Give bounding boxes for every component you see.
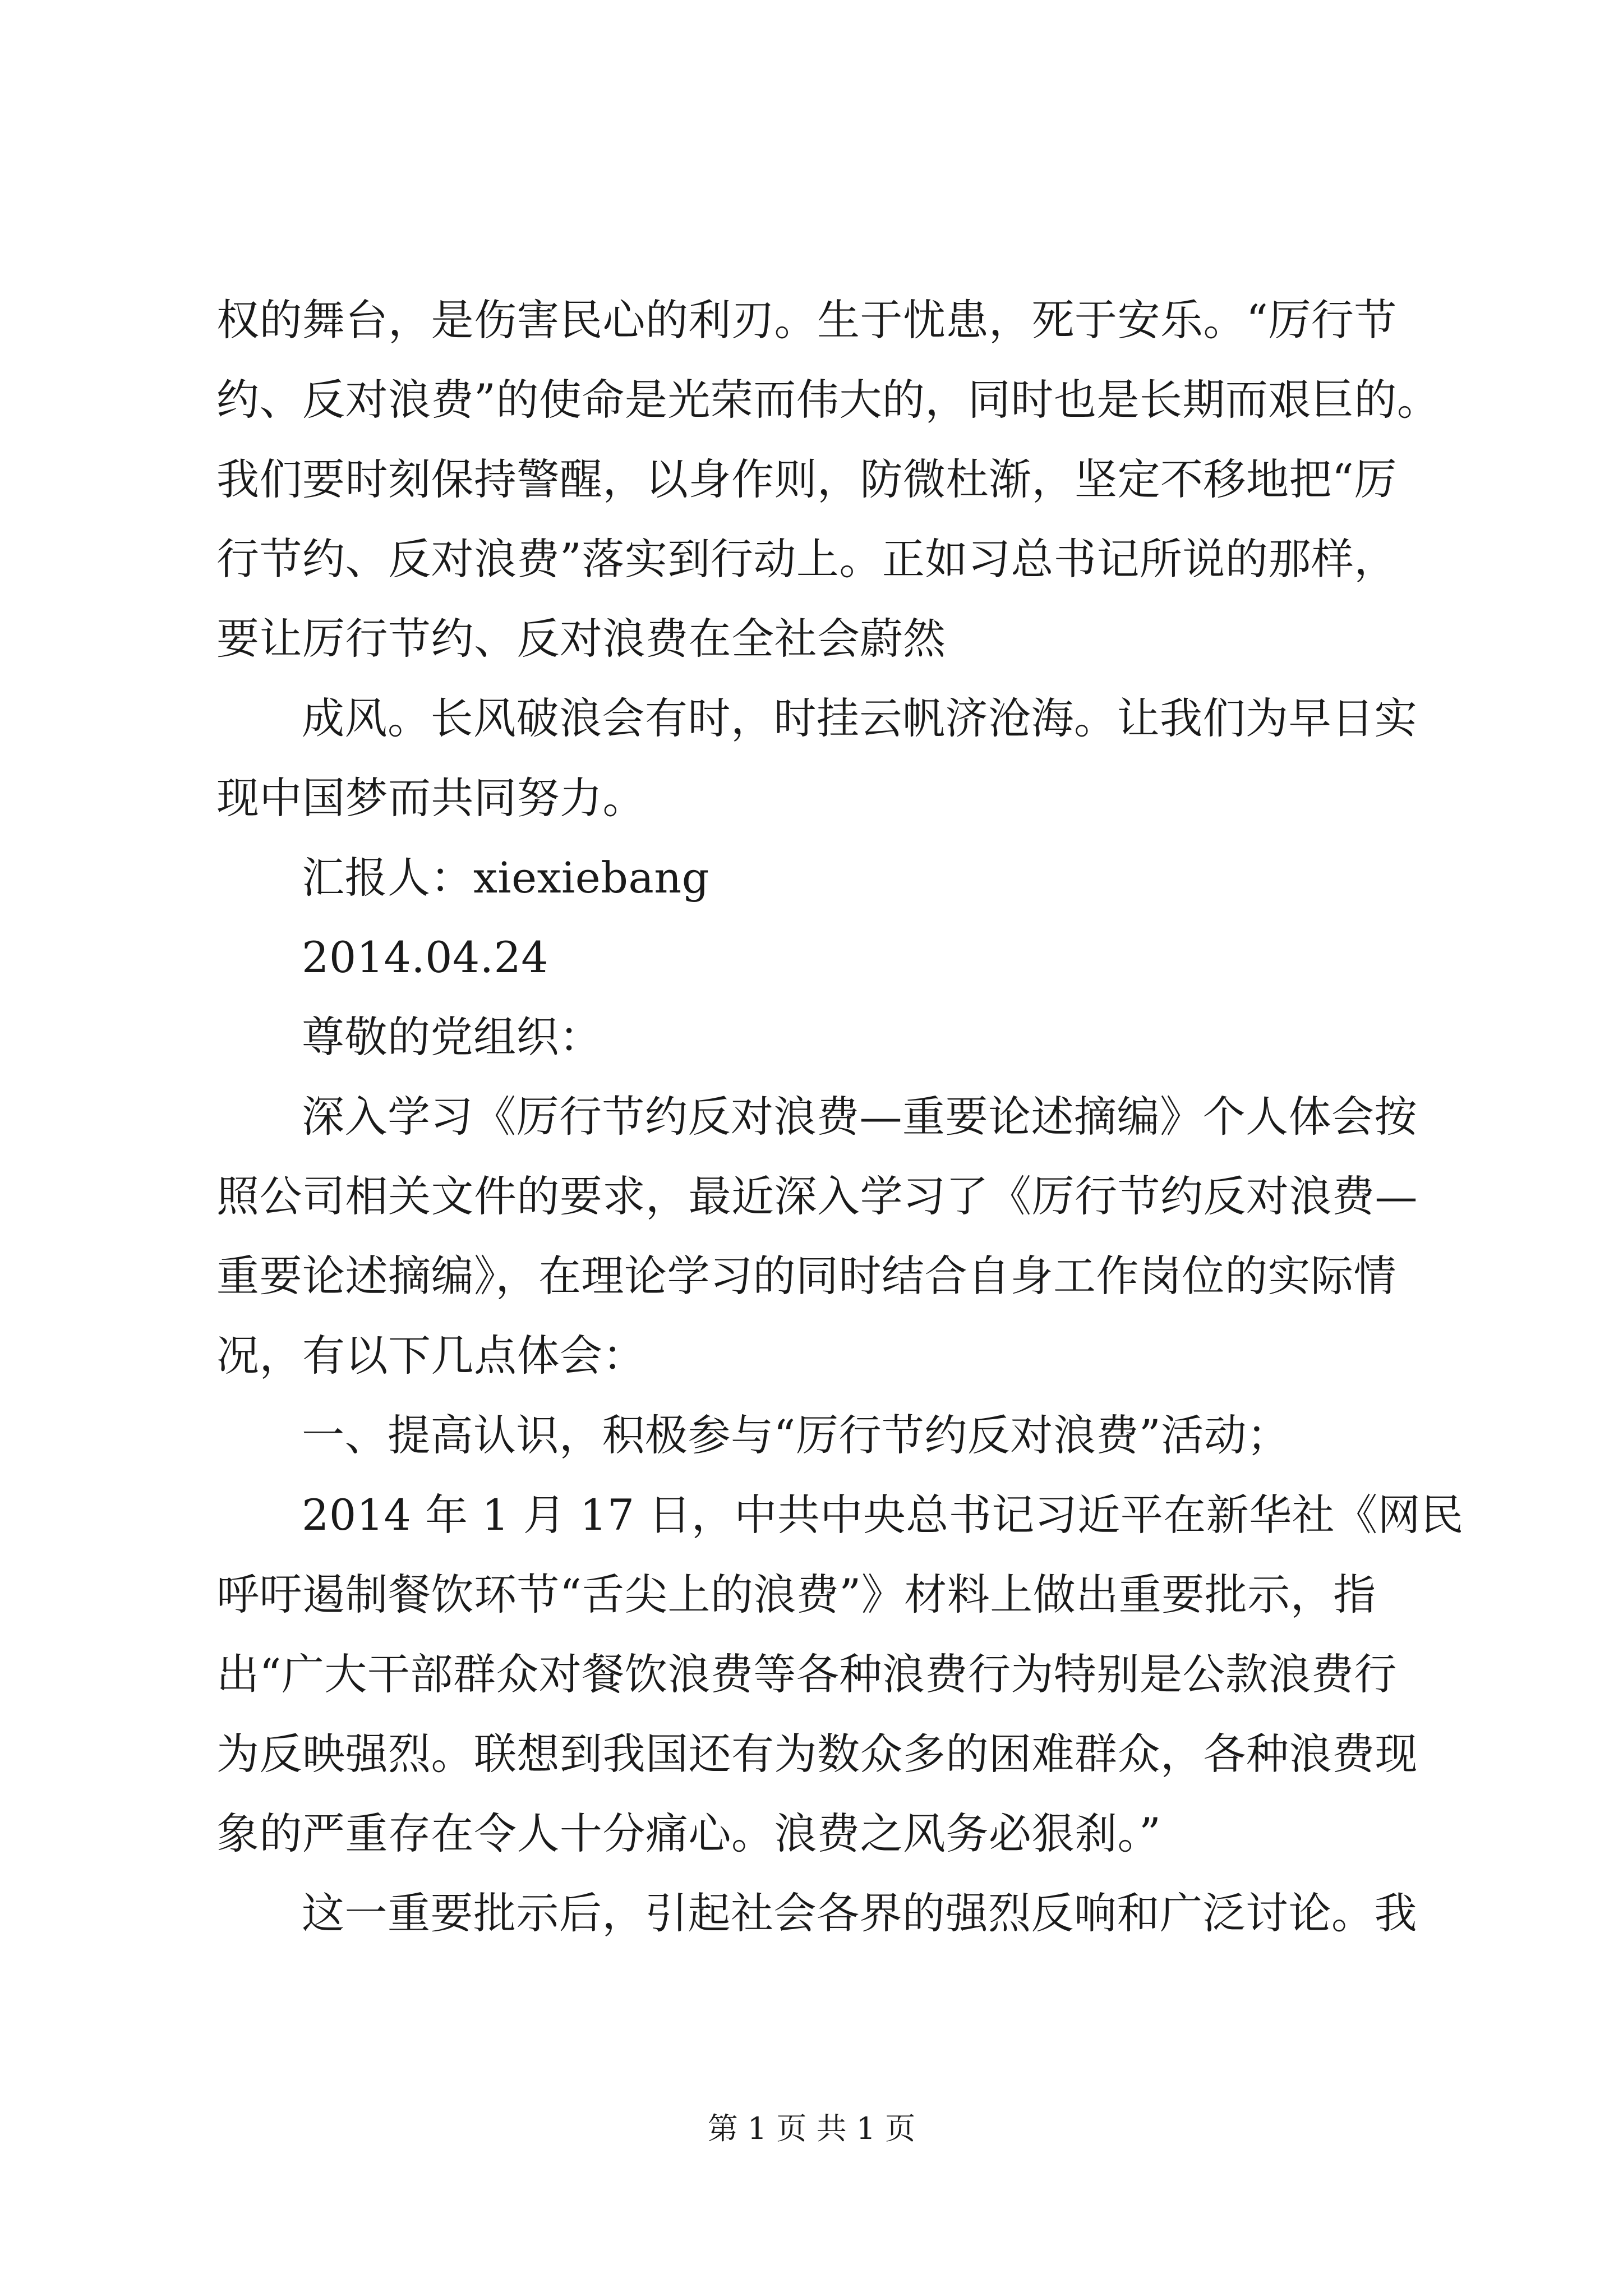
body-line: 出“广大干部群众对餐饮浪费等各种浪费行为特别是公款浪费行 <box>216 1649 1397 1699</box>
body-line: 2014 年 1 月 17 日，中共中央总书记习近平在新华社《网民 <box>302 1490 1464 1540</box>
document-body <box>216 280 1464 1953</box>
date-line: 2014.04.24 <box>302 932 549 982</box>
page-number-label: 第 1 页 共 1 页 <box>707 2111 916 2146</box>
body-line: 我们要时刻保持警醒，以身作则，防微杜渐，坚定不移地把“厉 <box>216 454 1397 504</box>
body-line: 况，有以下几点体会： <box>216 1331 645 1381</box>
salutation-line: 尊敬的党组织： <box>302 1012 602 1062</box>
reporter-line: 汇报人：xiexiebang <box>302 853 709 903</box>
body-line: 权的舞台，是伤害民心的利刃。生于忧患，死于安乐。“厉行节 <box>216 295 1397 345</box>
body-line: 行节约、反对浪费”落实到行动上。正如习总书记所说的那样， <box>216 534 1397 584</box>
body-line: 为反映强烈。联想到我国还有为数众多的困难群众，各种浪费现 <box>216 1729 1418 1779</box>
body-line: 现中国梦而共同努力。 <box>216 773 645 823</box>
body-line: 深入学习《厉行节约反对浪费—重要论述摘编》个人体会按 <box>302 1092 1417 1142</box>
body-line: 重要论述摘编》，在理论学习的同时结合自身工作岗位的实际情 <box>216 1251 1396 1301</box>
body-line: 象的严重存在令人十分痛心。浪费之风务必狠刹。” <box>216 1809 1161 1858</box>
body-line: 照公司相关文件的要求，最近深入学习了《厉行节约反对浪费— <box>216 1171 1418 1221</box>
body-line: 成风。长风破浪会有时，时挂云帆济沧海。让我们为早日实 <box>302 693 1417 743</box>
body-line: 要让厉行节约、反对浪费在全社会蔚然 <box>216 614 946 664</box>
body-line: 这一重要批示后，引起社会各界的强烈反响和广泛讨论。我 <box>302 1888 1417 1938</box>
section-heading: 一、提高认识，积极参与“厉行节约反对浪费”活动； <box>302 1410 1290 1460</box>
page-footer <box>0 2109 1623 2148</box>
body-line: 约、反对浪费”的使命是光荣而伟大的，同时也是长期而艰巨的。 <box>216 375 1440 425</box>
body-line: 呼吁遏制餐饮环节“舌尖上的浪费”》材料上做出重要批示，指 <box>216 1570 1376 1619</box>
